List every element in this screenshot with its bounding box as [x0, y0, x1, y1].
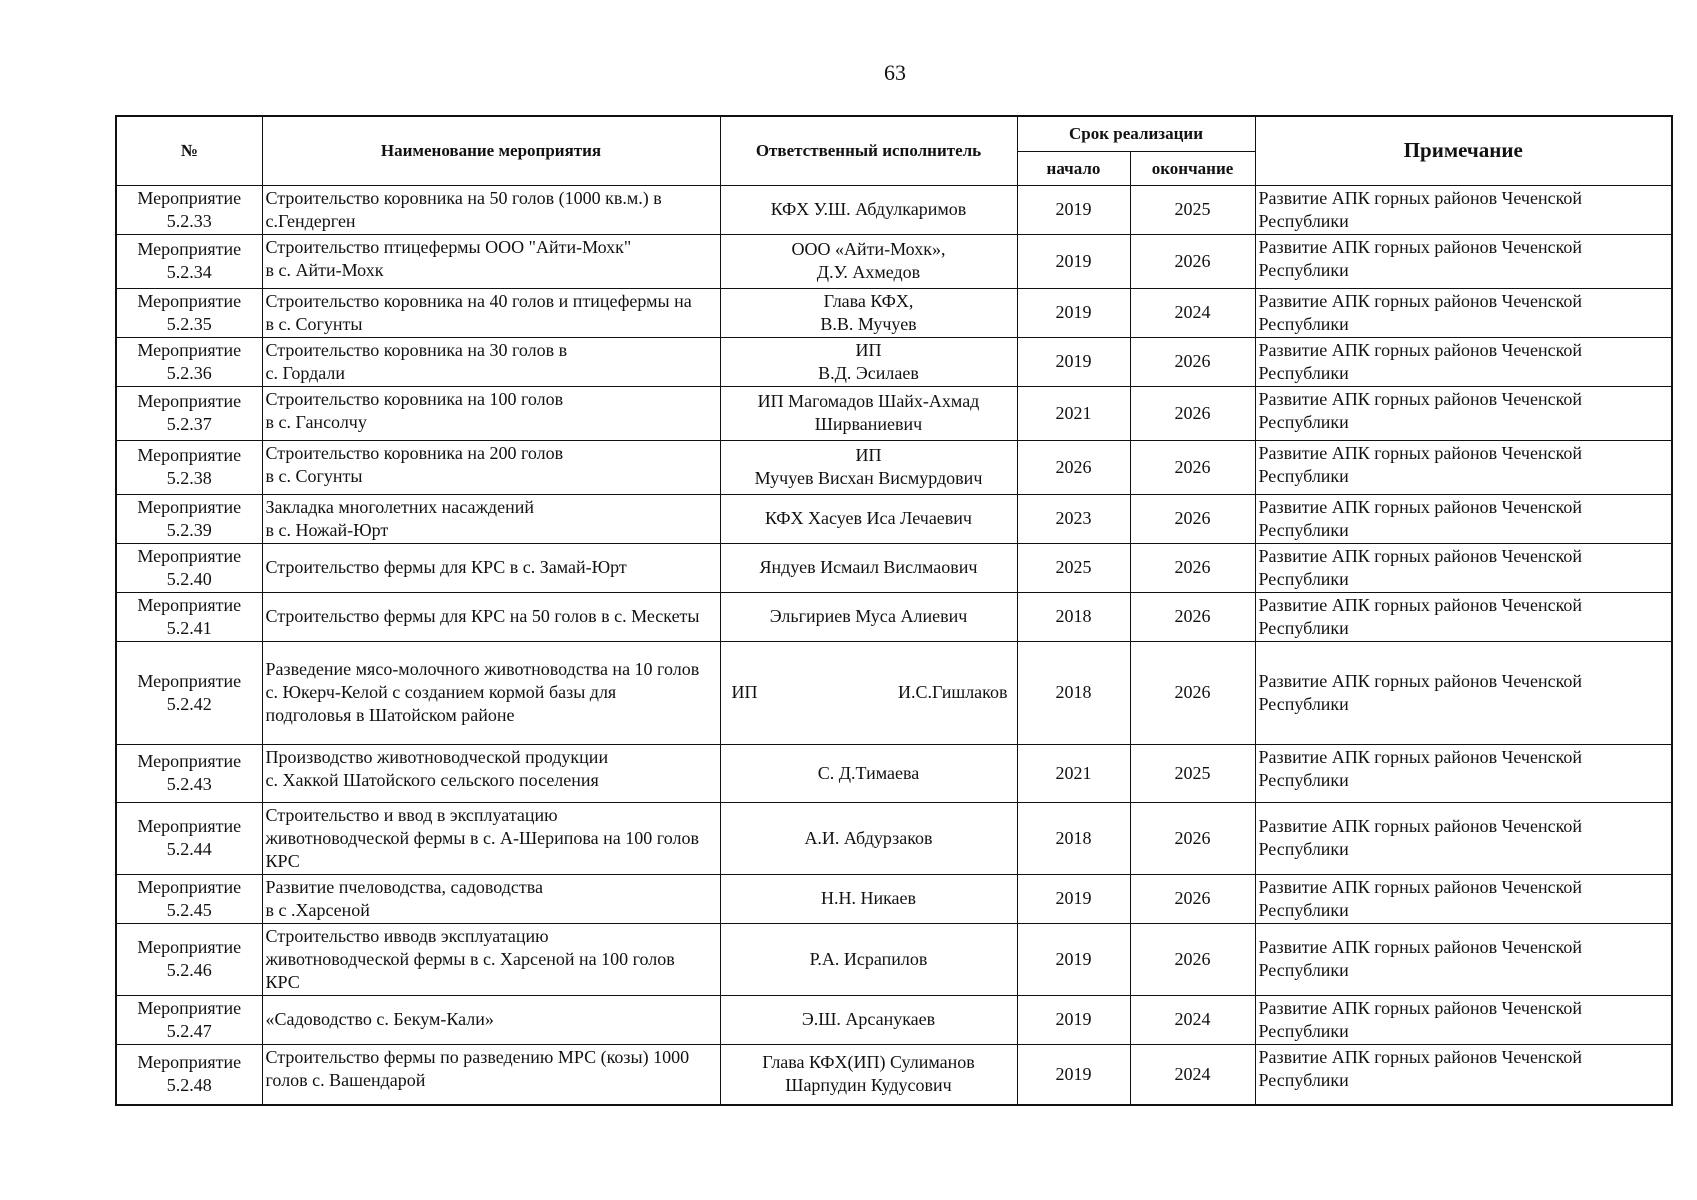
note-line: Развитие АПК горных районов Чеченской [1258, 1046, 1583, 1067]
note-line: Республики [1258, 519, 1349, 540]
no-line: Мероприятие [137, 545, 242, 566]
start-year-cell: 2019 [1017, 288, 1130, 337]
note-line: Развитие АПК горных районов Чеченской [1258, 997, 1583, 1018]
measure-number-cell [116, 386, 262, 440]
no-line: Мероприятие [137, 496, 242, 517]
end-year-cell: 2026 [1130, 802, 1255, 874]
no-line: 5.2.44 [166, 839, 212, 859]
executor-line: В.В. Мучуев [820, 313, 917, 334]
note-line: Республики [1258, 210, 1349, 231]
name-line: Строительство коровника на 40 голов и птицефермы на [265, 290, 692, 311]
executor-line: В.Д. Эсилаев [818, 362, 919, 383]
no-line: 5.2.45 [166, 899, 212, 920]
executor-line: Яндуев Исмаил Вислмаович [759, 557, 978, 577]
note-line: Республики [1258, 839, 1349, 859]
note-cell [1255, 494, 1672, 543]
end-year-cell: 2026 [1130, 337, 1255, 386]
executor-line: Н.Н. Никаев [820, 888, 917, 908]
no-line: Мероприятие [137, 187, 242, 208]
measure-name-cell [262, 543, 720, 592]
no-line: 5.2.40 [166, 568, 212, 589]
executor-line: ИП [855, 445, 882, 465]
note-line: Развитие АПК горных районов Чеченской [1258, 816, 1583, 836]
start-year-cell: 2019 [1017, 995, 1130, 1044]
header-measure-name: Наименование мероприятия [262, 116, 720, 185]
name-line: Строительство коровника на 50 голов (1000 кв.м.) в [265, 187, 662, 208]
name-line: Строительство фермы по разведению МРС (козы) 1000 [265, 1046, 690, 1067]
executor-line: С. Д.Тимаева [817, 762, 920, 783]
table-row [116, 1044, 1672, 1105]
measure-number-cell [116, 923, 262, 995]
no-line: Мероприятие [137, 876, 242, 897]
measure-number-cell [116, 288, 262, 337]
name-line: голов с. Вашендарой [265, 1069, 426, 1090]
note-cell [1255, 592, 1672, 641]
no-line: Мероприятие [137, 816, 242, 836]
start-year-cell: 2018 [1017, 802, 1130, 874]
header-start: начало [1017, 151, 1130, 185]
name-line: Строительство птицефермы ООО "Айти-Мохк" [265, 236, 632, 257]
executor-line: ООО «Айти-Мохк», [791, 239, 946, 259]
name-line: в с .Харсеной [265, 899, 370, 920]
executor-cell [720, 641, 1017, 744]
executor-cell [720, 744, 1017, 802]
no-line: Мероприятие [137, 445, 242, 465]
name-line: с. Юкерч-Келой с созданием кормой базы для [265, 682, 617, 702]
no-line: 5.2.43 [166, 774, 212, 794]
note-cell [1255, 337, 1672, 386]
measure-number-cell [116, 440, 262, 494]
end-year-cell: 2026 [1130, 386, 1255, 440]
note-line: Республики [1258, 568, 1349, 589]
table-row [116, 234, 1672, 288]
no-line: 5.2.37 [166, 414, 212, 434]
measure-number-cell [116, 543, 262, 592]
header-number: № [116, 116, 262, 185]
measure-number-cell [116, 494, 262, 543]
no-line: 5.2.38 [166, 468, 212, 488]
start-year-cell: 2019 [1017, 185, 1130, 234]
name-line: в с. Гансолчу [265, 411, 367, 432]
no-line: 5.2.36 [166, 362, 212, 383]
no-line: 5.2.48 [166, 1075, 212, 1096]
note-line: Развитие АПК горных районов Чеченской [1258, 187, 1583, 208]
measure-number-cell [116, 744, 262, 802]
header-executor: Ответственный исполнитель [720, 116, 1017, 185]
executor-cell [720, 185, 1017, 234]
executor-line: Мучуев Висхан Висмурдович [754, 468, 983, 488]
measure-number-cell [116, 874, 262, 923]
no-line: Мероприятие [137, 670, 242, 691]
note-line: Развитие АПК горных районов Чеченской [1258, 746, 1583, 767]
measure-number-cell [116, 592, 262, 641]
note-line: Развитие АПК горных районов Чеченской [1258, 290, 1583, 311]
name-line: Производство животноводческой продукции [265, 746, 609, 767]
note-line: Развитие АПК горных районов Чеченской [1258, 594, 1583, 615]
note-cell [1255, 744, 1672, 802]
no-line: 5.2.46 [166, 960, 212, 980]
measure-name-cell [262, 288, 720, 337]
table-row [116, 874, 1672, 923]
executor-type: ИП [731, 682, 758, 702]
table-row [116, 440, 1672, 494]
name-line: Разведение мясо-молочного животноводства на 10 голов [265, 659, 700, 679]
note-line: Республики [1258, 960, 1349, 980]
table-row [116, 543, 1672, 592]
header-end: окончание [1130, 151, 1255, 185]
table-row [116, 995, 1672, 1044]
executor-cell [720, 234, 1017, 288]
measure-number-cell [116, 337, 262, 386]
end-year-cell: 2025 [1130, 744, 1255, 802]
no-line: 5.2.42 [166, 693, 212, 714]
executor-cell [720, 995, 1017, 1044]
no-line: 5.2.33 [166, 210, 212, 231]
note-line: Республики [1258, 259, 1349, 280]
executor-line: Д.У. Ахмедов [816, 262, 921, 282]
measure-number-cell [116, 641, 262, 744]
no-line: 5.2.34 [166, 262, 212, 282]
name-line: животноводческой фермы в с. А-Шерипова на 100 голов [265, 827, 699, 848]
measures-table [115, 115, 1673, 1106]
executor-line: Ширваниевич [814, 414, 923, 434]
note-cell [1255, 288, 1672, 337]
note-cell [1255, 923, 1672, 995]
start-year-cell: 2018 [1017, 592, 1130, 641]
executor-line: ИП [855, 339, 882, 360]
start-year-cell: 2019 [1017, 337, 1130, 386]
note-line: Развитие АПК горных районов Чеченской [1258, 496, 1583, 517]
start-year-cell: 2018 [1017, 641, 1130, 744]
measure-name-cell [262, 802, 720, 874]
measure-name-cell [262, 440, 720, 494]
no-line: Мероприятие [137, 339, 242, 360]
start-year-cell: 2025 [1017, 543, 1130, 592]
no-line: Мероприятие [137, 594, 242, 615]
name-line: подголовья в Шатойском районе [265, 705, 515, 725]
note-cell [1255, 234, 1672, 288]
executor-line: Шарпудин Кудусович [785, 1075, 952, 1096]
note-line: Республики [1258, 617, 1349, 638]
end-year-cell: 2026 [1130, 592, 1255, 641]
note-line: Республики [1258, 313, 1349, 334]
note-line: Республики [1258, 693, 1349, 714]
executor-line: А.И. Абдурзаков [804, 827, 933, 848]
note-line: Развитие АПК горных районов Чеченской [1258, 388, 1583, 409]
table-row [116, 337, 1672, 386]
name-line: Строительство коровника на 30 голов в [265, 339, 568, 360]
table-row [116, 288, 1672, 337]
name-line: в с. Ножай-Юрт [265, 519, 389, 540]
table-body [116, 185, 1672, 1105]
name-line: Строительство коровника на 200 голов [265, 442, 564, 463]
note-cell [1255, 543, 1672, 592]
no-line: 5.2.35 [166, 313, 212, 334]
measure-name-cell [262, 234, 720, 288]
note-line: Республики [1258, 411, 1349, 432]
start-year-cell: 2019 [1017, 874, 1130, 923]
table-row [116, 923, 1672, 995]
name-line: Закладка многолетних насаждений [265, 496, 534, 517]
note-cell [1255, 386, 1672, 440]
start-year-cell: 2021 [1017, 386, 1130, 440]
note-line: Республики [1258, 899, 1349, 920]
name-line: КРС [265, 850, 300, 871]
end-year-cell: 2026 [1130, 234, 1255, 288]
measure-name-cell [262, 744, 720, 802]
no-line: 5.2.39 [166, 519, 212, 540]
end-year-cell: 2026 [1130, 874, 1255, 923]
note-line: Развитие АПК горных районов Чеченской [1258, 442, 1583, 463]
start-year-cell: 2023 [1017, 494, 1130, 543]
name-line: с. Гордали [265, 362, 345, 383]
name-line: в с. Согунты [265, 465, 363, 486]
measure-name-cell [262, 995, 720, 1044]
executor-cell [720, 386, 1017, 440]
executor-line: Эльгириев Муса Алиевич [769, 606, 968, 626]
measure-name-cell [262, 641, 720, 744]
executor-cell [720, 923, 1017, 995]
table-row [116, 592, 1672, 641]
no-line: Мероприятие [137, 937, 242, 957]
note-cell [1255, 185, 1672, 234]
end-year-cell: 2026 [1130, 494, 1255, 543]
name-line: Строительство фермы для КРС в с. Замай-Юрт [265, 557, 627, 577]
note-line: Развитие АПК горных районов Чеченской [1258, 876, 1583, 897]
measure-name-cell [262, 874, 720, 923]
note-cell [1255, 874, 1672, 923]
note-line: Развитие АПК горных районов Чеченской [1258, 545, 1583, 566]
start-year-cell: 2019 [1017, 923, 1130, 995]
note-cell [1255, 802, 1672, 874]
executor-line: КФХ У.Ш. Абдулкаримов [770, 199, 967, 219]
note-line: Республики [1258, 1069, 1349, 1090]
executor-person: И.С.Гишлаков [897, 682, 1008, 702]
executor-line: КФХ Хасуев Иса Лечаевич [765, 508, 972, 528]
end-year-cell: 2026 [1130, 440, 1255, 494]
name-line: Строительство и ввод в эксплуатацию [265, 804, 558, 825]
note-line: Развитие АПК горных районов Чеченской [1258, 339, 1583, 360]
executor-cell [720, 802, 1017, 874]
no-line: Мероприятие [137, 751, 242, 771]
executor-cell [720, 543, 1017, 592]
measure-number-cell [116, 234, 262, 288]
measure-number-cell [116, 802, 262, 874]
end-year-cell: 2026 [1130, 543, 1255, 592]
no-line: Мероприятие [137, 290, 242, 311]
executor-cell [720, 1044, 1017, 1105]
no-line: Мероприятие [137, 391, 242, 411]
name-line: с.Гендерген [265, 210, 356, 231]
note-line: Республики [1258, 1020, 1349, 1041]
note-line: Развитие АПК горных районов Чеченской [1258, 236, 1583, 257]
executor-line: ИП Магомадов Шайх-Ахмад [757, 391, 980, 411]
measure-name-cell [262, 185, 720, 234]
measure-name-cell [262, 923, 720, 995]
start-year-cell: 2021 [1017, 744, 1130, 802]
table-row [116, 386, 1672, 440]
page-number: 63 [884, 60, 906, 85]
no-line: Мероприятие [137, 997, 242, 1018]
header-period: Срок реализации [1017, 116, 1255, 151]
executor-cell [720, 337, 1017, 386]
name-line: Развитие пчеловодства, садоводства [265, 876, 543, 897]
end-year-cell: 2025 [1130, 185, 1255, 234]
executor-line: Р.А. Исрапилов [809, 948, 928, 969]
measure-number-cell [116, 185, 262, 234]
note-line: Республики [1258, 769, 1349, 790]
name-line: с. Хаккой Шатойского сельского поселения [265, 769, 599, 790]
note-line: Развитие АПК горных районов Чеченской [1258, 670, 1583, 691]
table-row [116, 744, 1672, 802]
measure-number-cell [116, 1044, 262, 1105]
note-line: Развитие АПК горных районов Чеченской [1258, 937, 1583, 957]
note-cell [1255, 1044, 1672, 1105]
executor-line: Э.Ш. Арсанукаев [801, 1009, 936, 1029]
note-line: Республики [1258, 465, 1349, 486]
end-year-cell: 2024 [1130, 288, 1255, 337]
end-year-cell: 2026 [1130, 641, 1255, 744]
executor-cell [720, 494, 1017, 543]
header-note: Примечание [1255, 116, 1672, 185]
executor-cell [720, 440, 1017, 494]
note-cell [1255, 440, 1672, 494]
executor-cell [720, 592, 1017, 641]
note-cell [1255, 995, 1672, 1044]
table-row [116, 802, 1672, 874]
table-row [116, 641, 1672, 744]
name-line: КРС [265, 971, 300, 992]
measure-name-cell [262, 494, 720, 543]
no-line: Мероприятие [137, 1052, 242, 1073]
executor-line: Глава КФХ(ИП) Сулиманов [762, 1052, 975, 1073]
end-year-cell: 2024 [1130, 995, 1255, 1044]
name-line: животноводческой фермы в с. Харсеной на 100 голов [265, 948, 675, 969]
executor-cell [720, 874, 1017, 923]
start-year-cell: 2019 [1017, 1044, 1130, 1105]
end-year-cell: 2026 [1130, 923, 1255, 995]
start-year-cell: 2019 [1017, 234, 1130, 288]
table-row [116, 185, 1672, 234]
table-row [116, 494, 1672, 543]
no-line: 5.2.41 [166, 617, 212, 638]
measure-name-cell [262, 1044, 720, 1105]
no-line: Мероприятие [137, 239, 242, 259]
no-line: 5.2.47 [166, 1020, 212, 1041]
measure-name-cell [262, 386, 720, 440]
start-year-cell: 2026 [1017, 440, 1130, 494]
note-line: Республики [1258, 362, 1349, 383]
name-line: «Садоводство с. Бекум-Кали» [265, 1009, 494, 1029]
name-line: в с. Айти-Мохк [265, 259, 384, 280]
note-cell [1255, 641, 1672, 744]
name-line: Строительство коровника на 100 голов [265, 388, 564, 409]
executor-cell [720, 288, 1017, 337]
measure-name-cell [262, 337, 720, 386]
name-line: в с. Согунты [265, 313, 363, 334]
measure-name-cell [262, 592, 720, 641]
end-year-cell: 2024 [1130, 1044, 1255, 1105]
executor-line: Глава КФХ, [823, 290, 914, 311]
measure-number-cell [116, 995, 262, 1044]
name-line: Строительство фермы для КРС на 50 голов в с. Мескеты [265, 606, 700, 626]
name-line: Строительство ивводв эксплуатацию [265, 925, 549, 946]
